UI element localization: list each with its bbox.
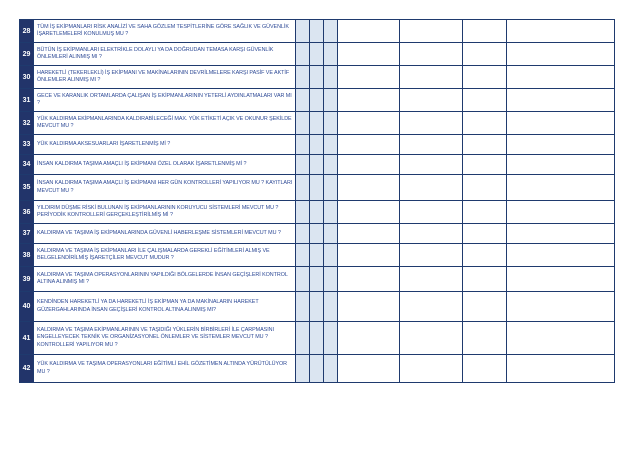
answer-cell-3[interactable] [324,292,338,322]
notes-cell-2[interactable] [400,175,463,201]
notes-cell-1[interactable] [338,267,400,292]
answer-cell-2[interactable] [310,201,324,224]
question-text: KALDIRMA VE TAŞIMA İŞ EKİPMANLARI İLE ÇALIŞMALARDA GEREKLİ EĞİTİMLERİ ALMIŞ VE BELGELENDİRİLMİŞ İŞARETÇİLER MEVCUT MUDUR ? [34,244,296,267]
answer-cell-3[interactable] [324,135,338,155]
notes-cell-3[interactable] [463,355,507,383]
notes-cell-4[interactable] [507,135,615,155]
notes-cell-1[interactable] [338,355,400,383]
notes-cell-4[interactable] [507,224,615,244]
notes-cell-2[interactable] [400,155,463,175]
answer-cell-3[interactable] [324,66,338,89]
row-number: 30 [20,66,34,89]
answer-cell-2[interactable] [310,355,324,383]
answer-cell-1[interactable] [296,224,310,244]
notes-cell-4[interactable] [507,292,615,322]
notes-cell-2[interactable] [400,292,463,322]
notes-cell-1[interactable] [338,89,400,112]
answer-cell-2[interactable] [310,20,324,43]
notes-cell-2[interactable] [400,20,463,43]
notes-cell-2[interactable] [400,244,463,267]
row-number: 41 [20,322,34,355]
answer-cell-3[interactable] [324,244,338,267]
answer-cell-1[interactable] [296,267,310,292]
checklist-row [20,89,615,112]
row-number: 39 [20,267,34,292]
answer-cell-1[interactable] [296,135,310,155]
notes-cell-2[interactable] [400,135,463,155]
answer-cell-2[interactable] [310,244,324,267]
question-text: YÜK KALDIRMA EKİPMANLARINDA KALDIRABİLECEĞİ MAX. YÜK ETİKETİ AÇIK VE OKUNUR ŞEKİLDE MEVCUT MU ? [34,112,296,135]
notes-cell-3[interactable] [463,322,507,355]
notes-cell-4[interactable] [507,155,615,175]
notes-cell-1[interactable] [338,43,400,66]
checklist-row [20,244,615,267]
checklist-row [20,135,615,155]
question-text: TÜM İŞ EKİPMANLARI RİSK ANALİZİ VE SAHA GÖZLEM TESPİTLERİNE GÖRE SAĞLIK VE GÜVENLİK İŞARETLEMELERİ KONULMUŞ MU ? [34,20,296,43]
notes-cell-2[interactable] [400,43,463,66]
answer-cell-1[interactable] [296,201,310,224]
notes-cell-3[interactable] [463,66,507,89]
row-number: 31 [20,89,34,112]
row-number: 40 [20,292,34,322]
checklist-row [20,267,615,292]
row-number: 42 [20,355,34,383]
answer-cell-1[interactable] [296,155,310,175]
notes-cell-3[interactable] [463,135,507,155]
question-text: YÜK KALDIRMA AKSESUARLARI İŞARETLENMİŞ Mİ ? [34,135,296,155]
answer-cell-3[interactable] [324,355,338,383]
row-number: 38 [20,244,34,267]
answer-cell-1[interactable] [296,89,310,112]
notes-cell-1[interactable] [338,155,400,175]
question-text: YÜK KALDIRMA VE TAŞIMA OPERASYONLARI EĞİTİMLİ EHİL GÖZETİMEN ALTINDA YÜRÜTÜLÜYOR MU ? [34,355,296,383]
notes-cell-4[interactable] [507,201,615,224]
answer-cell-3[interactable] [324,201,338,224]
checklist-row [20,20,615,43]
notes-cell-2[interactable] [400,112,463,135]
notes-cell-4[interactable] [507,112,615,135]
row-number: 37 [20,224,34,244]
notes-cell-3[interactable] [463,175,507,201]
inspection-checklist-table [19,19,615,383]
question-text: GECE VE KARANLIK ORTAMLARDA ÇALIŞAN İŞ EKİPMANLARININ YETERLİ AYDINLATMALARI VAR MI ? [34,89,296,112]
answer-cell-2[interactable] [310,322,324,355]
question-text: BÜTÜN İŞ EKİPMANLARI ELEKTRİKLE DOLAYLI YA DA DOĞRUDAN TEMASA KARŞI GÜVENLİK ÖNLEMLERİ ALINMIŞ MI ? [34,43,296,66]
row-number: 35 [20,175,34,201]
row-number: 32 [20,112,34,135]
row-number: 36 [20,201,34,224]
answer-cell-2[interactable] [310,112,324,135]
answer-cell-2[interactable] [310,155,324,175]
checklist-row [20,355,615,383]
notes-cell-2[interactable] [400,89,463,112]
row-number: 33 [20,135,34,155]
notes-cell-3[interactable] [463,20,507,43]
notes-cell-3[interactable] [463,43,507,66]
answer-cell-1[interactable] [296,112,310,135]
row-number: 28 [20,20,34,43]
answer-cell-2[interactable] [310,292,324,322]
answer-cell-3[interactable] [324,224,338,244]
answer-cell-1[interactable] [296,292,310,322]
answer-cell-3[interactable] [324,20,338,43]
notes-cell-1[interactable] [338,112,400,135]
notes-cell-3[interactable] [463,112,507,135]
notes-cell-4[interactable] [507,43,615,66]
checklist-row [20,66,615,89]
answer-cell-1[interactable] [296,66,310,89]
answer-cell-2[interactable] [310,267,324,292]
notes-cell-4[interactable] [507,244,615,267]
answer-cell-3[interactable] [324,112,338,135]
answer-cell-1[interactable] [296,244,310,267]
answer-cell-2[interactable] [310,66,324,89]
answer-cell-1[interactable] [296,175,310,201]
answer-cell-3[interactable] [324,267,338,292]
checklist-row [20,224,615,244]
notes-cell-2[interactable] [400,224,463,244]
notes-cell-4[interactable] [507,267,615,292]
question-text: KENDİNDEN HAREKETLİ YA DA HAREKETLİ İŞ EKİPMAN YA DA MAKİNALARIN HAREKET GÜZERGAHLARINDA İNSAN GEÇİŞLERİ KONTROL ALTINA ALINMIŞ MI? [34,292,296,322]
answer-cell-3[interactable] [324,175,338,201]
notes-cell-1[interactable] [338,20,400,43]
answer-cell-2[interactable] [310,224,324,244]
checklist-row [20,175,615,201]
answer-cell-3[interactable] [324,89,338,112]
answer-cell-2[interactable] [310,135,324,155]
checklist-row [20,201,615,224]
answer-cell-1[interactable] [296,43,310,66]
notes-cell-3[interactable] [463,292,507,322]
checklist-row [20,43,615,66]
row-number: 29 [20,43,34,66]
checklist-row [20,292,615,322]
notes-cell-2[interactable] [400,201,463,224]
notes-cell-3[interactable] [463,267,507,292]
checklist-row [20,112,615,135]
question-text: KALDIRMA VE TAŞIMA İŞ EKİPMANLARINDA GÜVENLİ HABERLEŞME SİSTEMLERİ MEVCUT MU ? [34,224,296,244]
notes-cell-2[interactable] [400,355,463,383]
notes-cell-1[interactable] [338,66,400,89]
notes-cell-4[interactable] [507,322,615,355]
answer-cell-1[interactable] [296,322,310,355]
question-text: YILDIRIM DÜŞME RİSKİ BULUNAN İŞ EKİPMANLARININ KORUYUCU SİSTEMLERİ MEVCUT MU ? PERİYODİK KONTROLLERİ GERÇEKLEŞTİRİLMİŞ Mİ ? [34,201,296,224]
notes-cell-2[interactable] [400,322,463,355]
notes-cell-3[interactable] [463,244,507,267]
notes-cell-1[interactable] [338,292,400,322]
checklist-row [20,155,615,175]
question-text: İNSAN KALDIRMA TAŞIMA AMAÇLI İŞ EKİPMANI HER GÜN KONTROLLERİ YAPILIYOR MU ? KAYITLARI MEVCUT MU ? [34,175,296,201]
notes-cell-1[interactable] [338,322,400,355]
question-text: İNSAN KALDIRMA TAŞIMA AMAÇLI İŞ EKİPMANI ÖZEL OLARAK İŞARETLENMİŞ Mİ ? [34,155,296,175]
notes-cell-1[interactable] [338,175,400,201]
answer-cell-2[interactable] [310,43,324,66]
notes-cell-4[interactable] [507,355,615,383]
notes-cell-4[interactable] [507,175,615,201]
answer-cell-1[interactable] [296,355,310,383]
answer-cell-1[interactable] [296,20,310,43]
notes-cell-1[interactable] [338,135,400,155]
notes-cell-1[interactable] [338,244,400,267]
answer-cell-3[interactable] [324,43,338,66]
question-text: KALDIRMA VE TAŞIMA OPERASYONLARININ YAPILDIĞI BÖLGELERDE İNSAN GEÇİŞLERİ KONTROL ALTINA ALINMIŞ MI ? [34,267,296,292]
notes-cell-1[interactable] [338,201,400,224]
notes-cell-4[interactable] [507,66,615,89]
answer-cell-2[interactable] [310,175,324,201]
answer-cell-3[interactable] [324,155,338,175]
notes-cell-3[interactable] [463,89,507,112]
question-text: HAREKETLİ (TEKERLEKLİ) İŞ EKİPMANI VE MAKİNALARININ DEVRİLMELERE KARŞI PASİF VE AKTİF ÖNLEMLER ALINMIŞ MI ? [34,66,296,89]
notes-cell-4[interactable] [507,89,615,112]
question-text: KALDIRMA VE TAŞIMA EKİPMANLARININ VE TAŞIDIĞI YÜKLERİN BİRBİRLERİ İLE ÇARPMASINI ENGELLEYECEK TEKNİK VE ORGANİZASYONEL ÖNLEMLER VE SİSTEMLER MEVCUT MU ? KONTROLLERİ YAPILIYOR MU ? [34,322,296,355]
notes-cell-3[interactable] [463,201,507,224]
answer-cell-3[interactable] [324,322,338,355]
notes-cell-3[interactable] [463,155,507,175]
notes-cell-1[interactable] [338,224,400,244]
notes-cell-4[interactable] [507,20,615,43]
row-number: 34 [20,155,34,175]
notes-cell-3[interactable] [463,224,507,244]
checklist-row [20,322,615,355]
notes-cell-2[interactable] [400,267,463,292]
notes-cell-2[interactable] [400,66,463,89]
answer-cell-2[interactable] [310,89,324,112]
